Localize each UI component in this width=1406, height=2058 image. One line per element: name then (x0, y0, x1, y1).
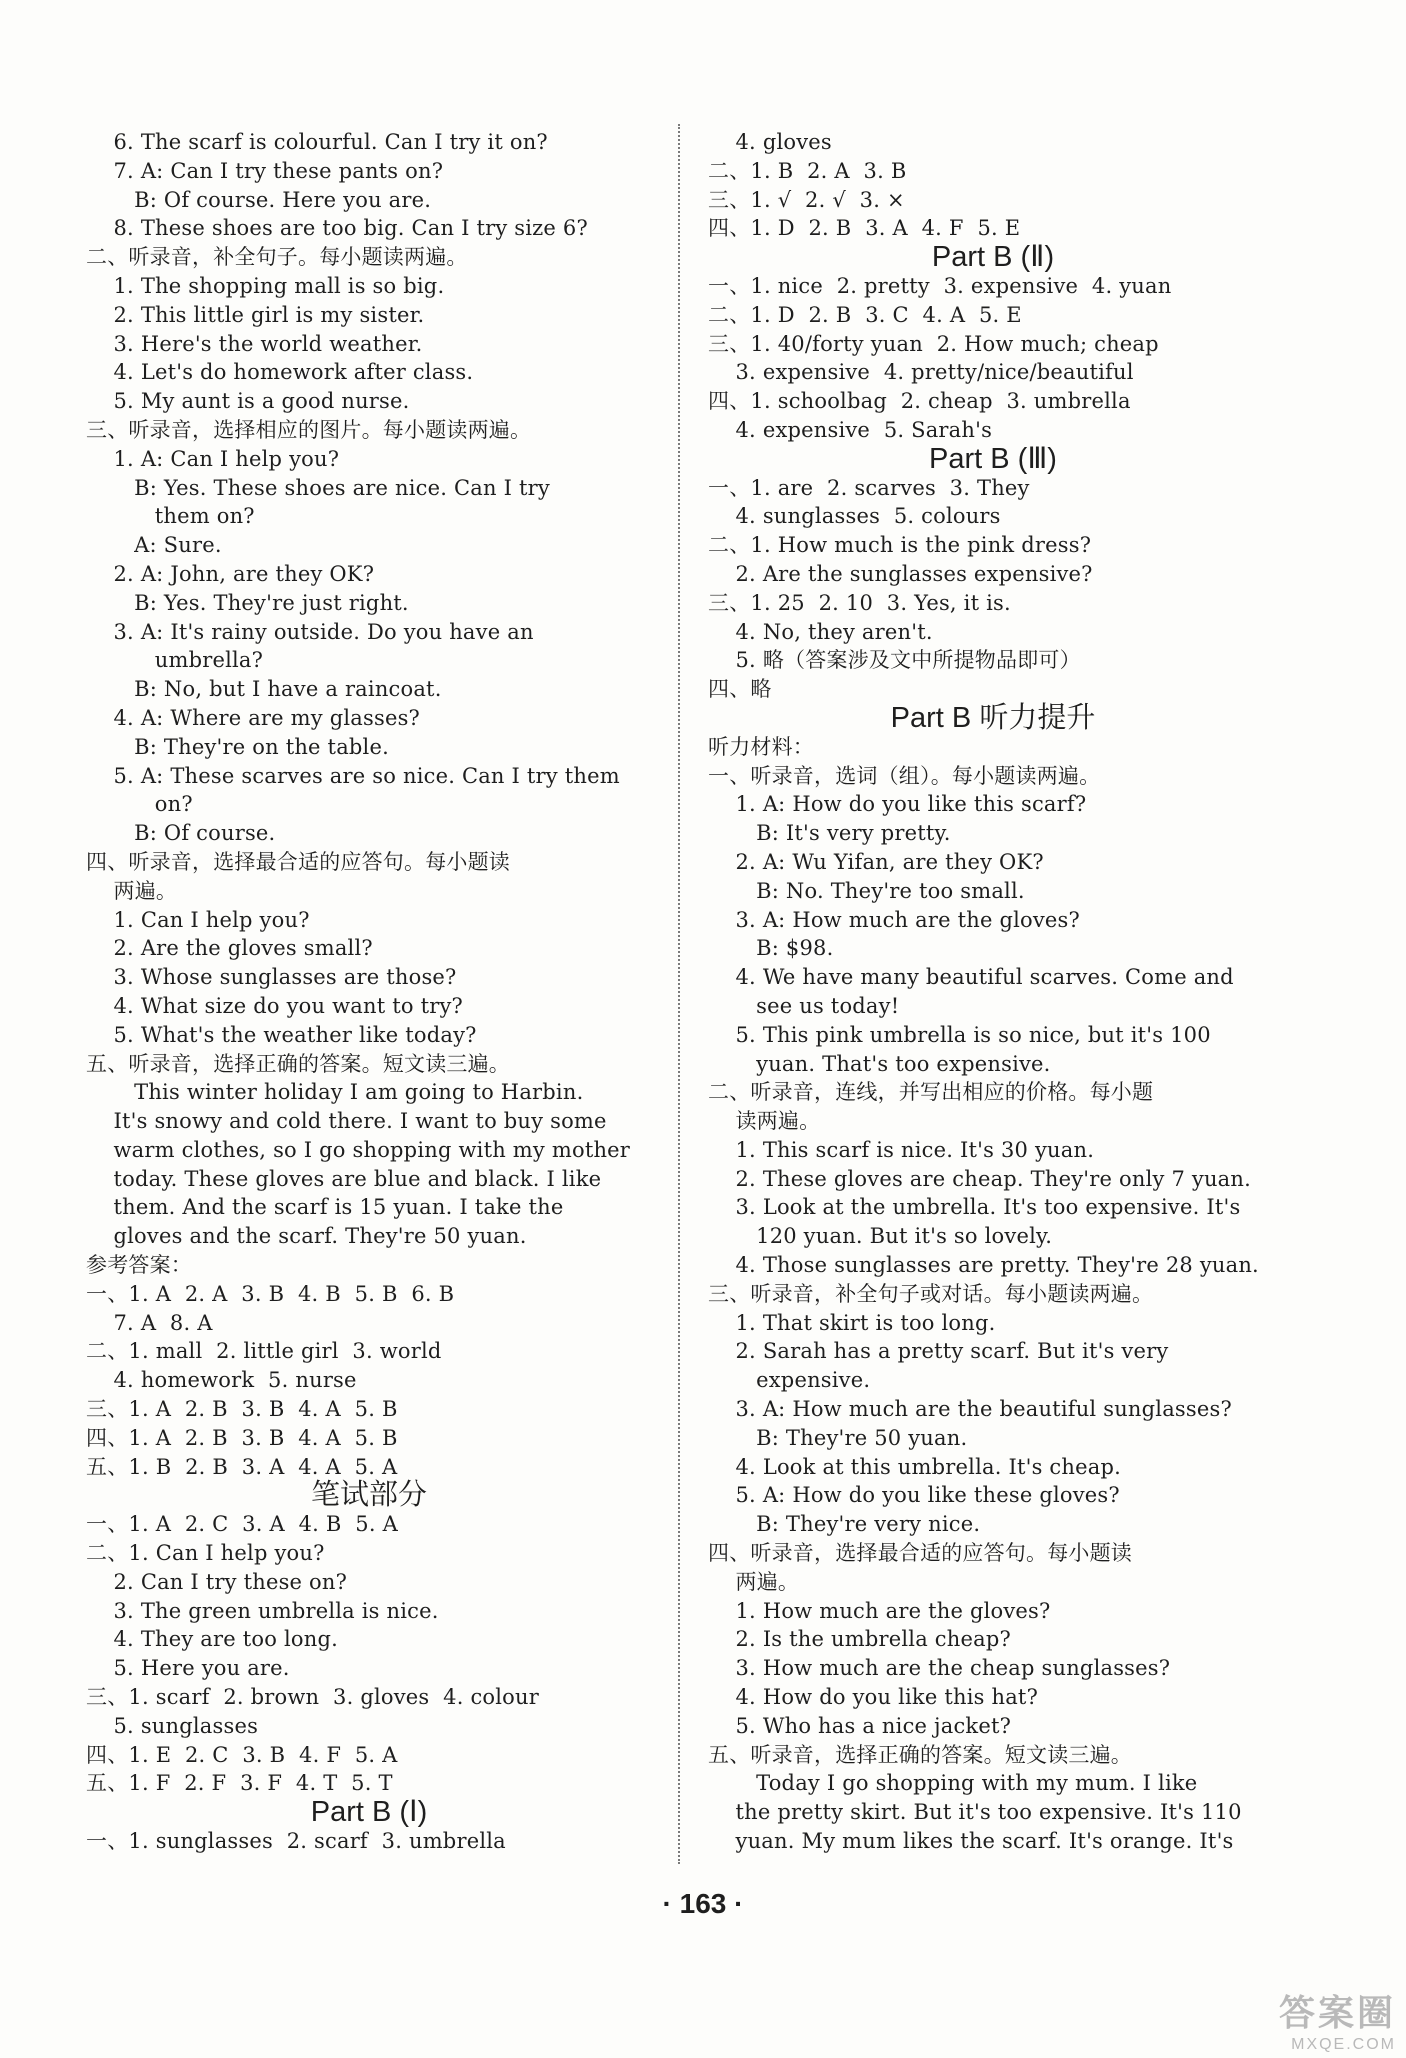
page-number: · 163 · (662, 1888, 744, 1919)
text-line: 二、1. How much is the pink dress? (708, 533, 1092, 558)
text-line: 三、1. A 2. B 3. B 4. A 5. B (86, 1397, 398, 1422)
text-line: 四、听录音，选择最合适的应答句。每小题读 (86, 849, 510, 874)
text-line: This winter holiday I am going to Harbin. (86, 1080, 584, 1105)
text-line: 2. Can I try these on? (86, 1569, 348, 1594)
column-divider (678, 124, 680, 1864)
watermark-logo-text: 答案圈 (1278, 1992, 1396, 2033)
text-line: 4. No, they aren't. (708, 619, 933, 644)
text-line: 二、1. D 2. B 3. C 4. A 5. E (708, 302, 1022, 327)
text-line: 3. How much are the cheap sunglasses? (708, 1656, 1171, 1681)
text-line: 二、1. B 2. A 3. B (708, 158, 907, 183)
text-line: 8. These shoes are too big. Can I try size 6? (86, 216, 588, 241)
text-line: 二、1. mall 2. little girl 3. world (86, 1339, 442, 1364)
text-line: 3. Here's the world weather. (86, 331, 423, 356)
text-line: yuan. That's too expensive. (708, 1051, 1051, 1076)
text-line: 2. Are the sunglasses expensive? (708, 561, 1093, 586)
text-line: umbrella? (86, 648, 264, 673)
text-line: gloves and the scarf. They're 50 yuan. (86, 1224, 527, 1249)
text-line: 五、听录音，选择正确的答案。短文读三遍。 (86, 1051, 510, 1076)
text-line: 5. sunglasses (86, 1713, 259, 1738)
text-line: 120 yuan. But it's so lovely. (708, 1224, 1053, 1249)
text-line: 4. gloves (708, 130, 832, 154)
text-line: B: It's very pretty. (708, 821, 951, 846)
text-line: 一、1. nice 2. pretty 3. expensive 4. yuan (708, 273, 1172, 298)
text-line: 四、1. E 2. C 3. B 4. F 5. A (86, 1742, 398, 1767)
watermark (1279, 1985, 1396, 2054)
section-heading: Part B (Ⅲ) (929, 442, 1057, 475)
text-line: 2. Are the gloves small? (86, 936, 373, 961)
text-line: 6. The scarf is colourful. Can I try it on? (86, 130, 548, 154)
text-line: 3. A: It's rainy outside. Do you have an (86, 619, 534, 644)
text-line: B: No. They're too small. (708, 878, 1025, 903)
text-line: 7. A 8. A (86, 1310, 213, 1335)
text-line: 3. Look at the umbrella. It's too expensive. It's (708, 1195, 1241, 1220)
text-line: 2. A: John, are they OK? (86, 561, 375, 586)
text-line: 3. Whose sunglasses are those? (86, 965, 457, 990)
text-line: A: Sure. (86, 533, 222, 558)
section-heading: 笔试部分 (310, 1479, 427, 1512)
text-line: them on? (86, 504, 255, 529)
text-line: 5. What's the weather like today? (86, 1022, 477, 1047)
text-line: 三、听录音，补全句子或对话。每小题读两遍。 (708, 1281, 1154, 1306)
text-line: 一、1. A 2. A 3. B 4. B 5. B 6. B (86, 1281, 455, 1306)
text-line: 7. A: Can I try these pants on? (86, 158, 444, 183)
text-line: 2. Sarah has a pretty scarf. But it's very (708, 1339, 1169, 1364)
text-line: 三、1. √ 2. √ 3. × (708, 187, 905, 212)
text-line: B: Yes. They're just right. (86, 590, 409, 615)
text-line: 两遍。 (708, 1569, 800, 1594)
text-line: expensive. (708, 1368, 871, 1393)
section-heading: Part B 听力提升 (890, 701, 1096, 734)
text-line: 读两遍。 (708, 1109, 821, 1134)
text-line: 2. These gloves are cheap. They're only 7 yuan. (708, 1166, 1251, 1191)
text-line: 三、听录音，选择相应的图片。每小题读两遍。 (86, 417, 532, 442)
text-line: 3. The green umbrella is nice. (86, 1598, 439, 1623)
left-column (86, 128, 652, 1856)
text-line: 一、1. are 2. scarves 3. They (708, 475, 1030, 500)
text-line: 一、1. sunglasses 2. scarf 3. umbrella (86, 1829, 506, 1854)
right-column (708, 128, 1278, 1856)
text-line: 4. They are too long. (86, 1627, 338, 1652)
text-line: 4. Those sunglasses are pretty. They're 28 yuan. (708, 1253, 1259, 1278)
text-line: 四、听录音，选择最合适的应答句。每小题读 (708, 1541, 1132, 1566)
text-line: 5. Who has a nice jacket? (708, 1713, 1012, 1738)
text-line: them. And the scarf is 15 yuan. I take the (86, 1195, 564, 1220)
text-line: 4. homework 5. nurse (86, 1368, 357, 1393)
text-line: warm clothes, so I go shopping with my mother (86, 1137, 631, 1162)
text-line: 四、1. D 2. B 3. A 4. F 5. E (708, 216, 1021, 241)
text-line: 一、1. A 2. C 3. A 4. B 5. A (86, 1512, 398, 1537)
text-line: B: They're 50 yuan. (708, 1425, 968, 1450)
text-line: yuan. My mum likes the scarf. It's orange. It's (708, 1829, 1234, 1854)
text-line: B: They're very nice. (708, 1512, 981, 1537)
text-line: see us today! (708, 993, 900, 1018)
text-line: 5. Here you are. (86, 1656, 290, 1681)
text-line: 五、1. B 2. B 3. A 4. A 5. A (86, 1454, 398, 1479)
section-heading: Part B (Ⅱ) (931, 241, 1055, 274)
text-line: 二、听录音，连线，并写出相应的价格。每小题 (708, 1080, 1154, 1105)
watermark-url: MXQE.COM (1291, 2036, 1396, 2053)
text-line: 4. What size do you want to try? (86, 993, 463, 1018)
text-line: B: They're on the table. (86, 734, 389, 759)
text-line: 2. This little girl is my sister. (86, 302, 425, 327)
text-line: 4. sunglasses 5. colours (708, 504, 1001, 529)
text-line: 五、听录音，选择正确的答案。短文读三遍。 (708, 1742, 1132, 1767)
text-line: B: Yes. These shoes are nice. Can I try (86, 475, 550, 500)
text-line: 三、1. 40/forty yuan 2. How much; cheap (708, 331, 1159, 356)
text-line: 1. Can I help you? (86, 907, 310, 932)
text-line: 1. A: How do you like this scarf? (708, 792, 1087, 817)
text-line: today. These gloves are blue and black. I like (86, 1166, 602, 1191)
text-line: B: Of course. (86, 821, 276, 846)
text-line: 4. expensive 5. Sarah's (708, 417, 993, 442)
text-line: 三、1. scarf 2. brown 3. gloves 4. colour (86, 1685, 539, 1710)
text-line: 1. The shopping mall is so big. (86, 273, 445, 298)
text-line: 四、略 (708, 677, 772, 702)
text-line: 4. Look at this umbrella. It's cheap. (708, 1454, 1121, 1479)
text-line: B: Of course. Here you are. (86, 187, 432, 212)
text-line: 1. This scarf is nice. It's 30 yuan. (708, 1137, 1095, 1162)
section-heading: Part B (Ⅰ) (310, 1796, 428, 1829)
text-line: 3. expensive 4. pretty/nice/beautiful (708, 360, 1134, 385)
text-line: It's snowy and cold there. I want to buy some (86, 1109, 607, 1134)
text-line: 2. Is the umbrella cheap? (708, 1627, 1011, 1652)
text-line: 三、1. 25 2. 10 3. Yes, it is. (708, 590, 1011, 615)
text-line: 5. A: These scarves are so nice. Can I try them (86, 763, 620, 788)
text-line: Today I go shopping with my mum. I like (708, 1771, 1198, 1796)
text-line: 4. How do you like this hat? (708, 1685, 1039, 1710)
text-line: 2. A: Wu Yifan, are they OK? (708, 849, 1044, 874)
text-line: 四、1. A 2. B 3. B 4. A 5. B (86, 1425, 398, 1450)
text-line: 3. A: How much are the beautiful sunglasses? (708, 1397, 1232, 1422)
text-line: 5. A: How do you like these gloves? (708, 1483, 1120, 1508)
text-line: 5. My aunt is a good nurse. (86, 389, 410, 414)
text-line: 1. How much are the gloves? (708, 1598, 1051, 1623)
text-line: B: No, but I have a raincoat. (86, 677, 442, 702)
text-line: the pretty skirt. But it's too expensive. It's 110 (708, 1800, 1242, 1825)
text-line: 二、1. Can I help you? (86, 1541, 325, 1566)
text-line: 听力材料： (708, 734, 814, 759)
text-line: 5. 略（答案涉及文中所提物品即可） (708, 648, 1081, 673)
text-line: 5. This pink umbrella is so nice, but it's 100 (708, 1022, 1211, 1047)
text-line: B: $98. (708, 936, 834, 961)
text-line: 二、听录音，补全句子。每小题读两遍。 (86, 245, 468, 270)
text-line: on? (86, 792, 193, 817)
text-line: 4. A: Where are my glasses? (86, 705, 421, 730)
text-line: 4. We have many beautiful scarves. Come and (708, 965, 1234, 990)
text-line: 1. That skirt is too long. (708, 1310, 996, 1335)
text-line: 四、1. schoolbag 2. cheap 3. umbrella (708, 389, 1131, 414)
text-line: 参考答案： (86, 1253, 192, 1278)
text-line: 4. Let's do homework after class. (86, 360, 474, 385)
text-line: 1. A: Can I help you? (86, 446, 340, 471)
text-line: 3. A: How much are the gloves? (708, 907, 1080, 932)
text-line: 两遍。 (86, 878, 178, 903)
text-line: 五、1. F 2. F 3. F 4. T 5. T (86, 1771, 393, 1796)
text-line: 一、听录音，选词（组）。每小题读两遍。 (708, 763, 1101, 788)
